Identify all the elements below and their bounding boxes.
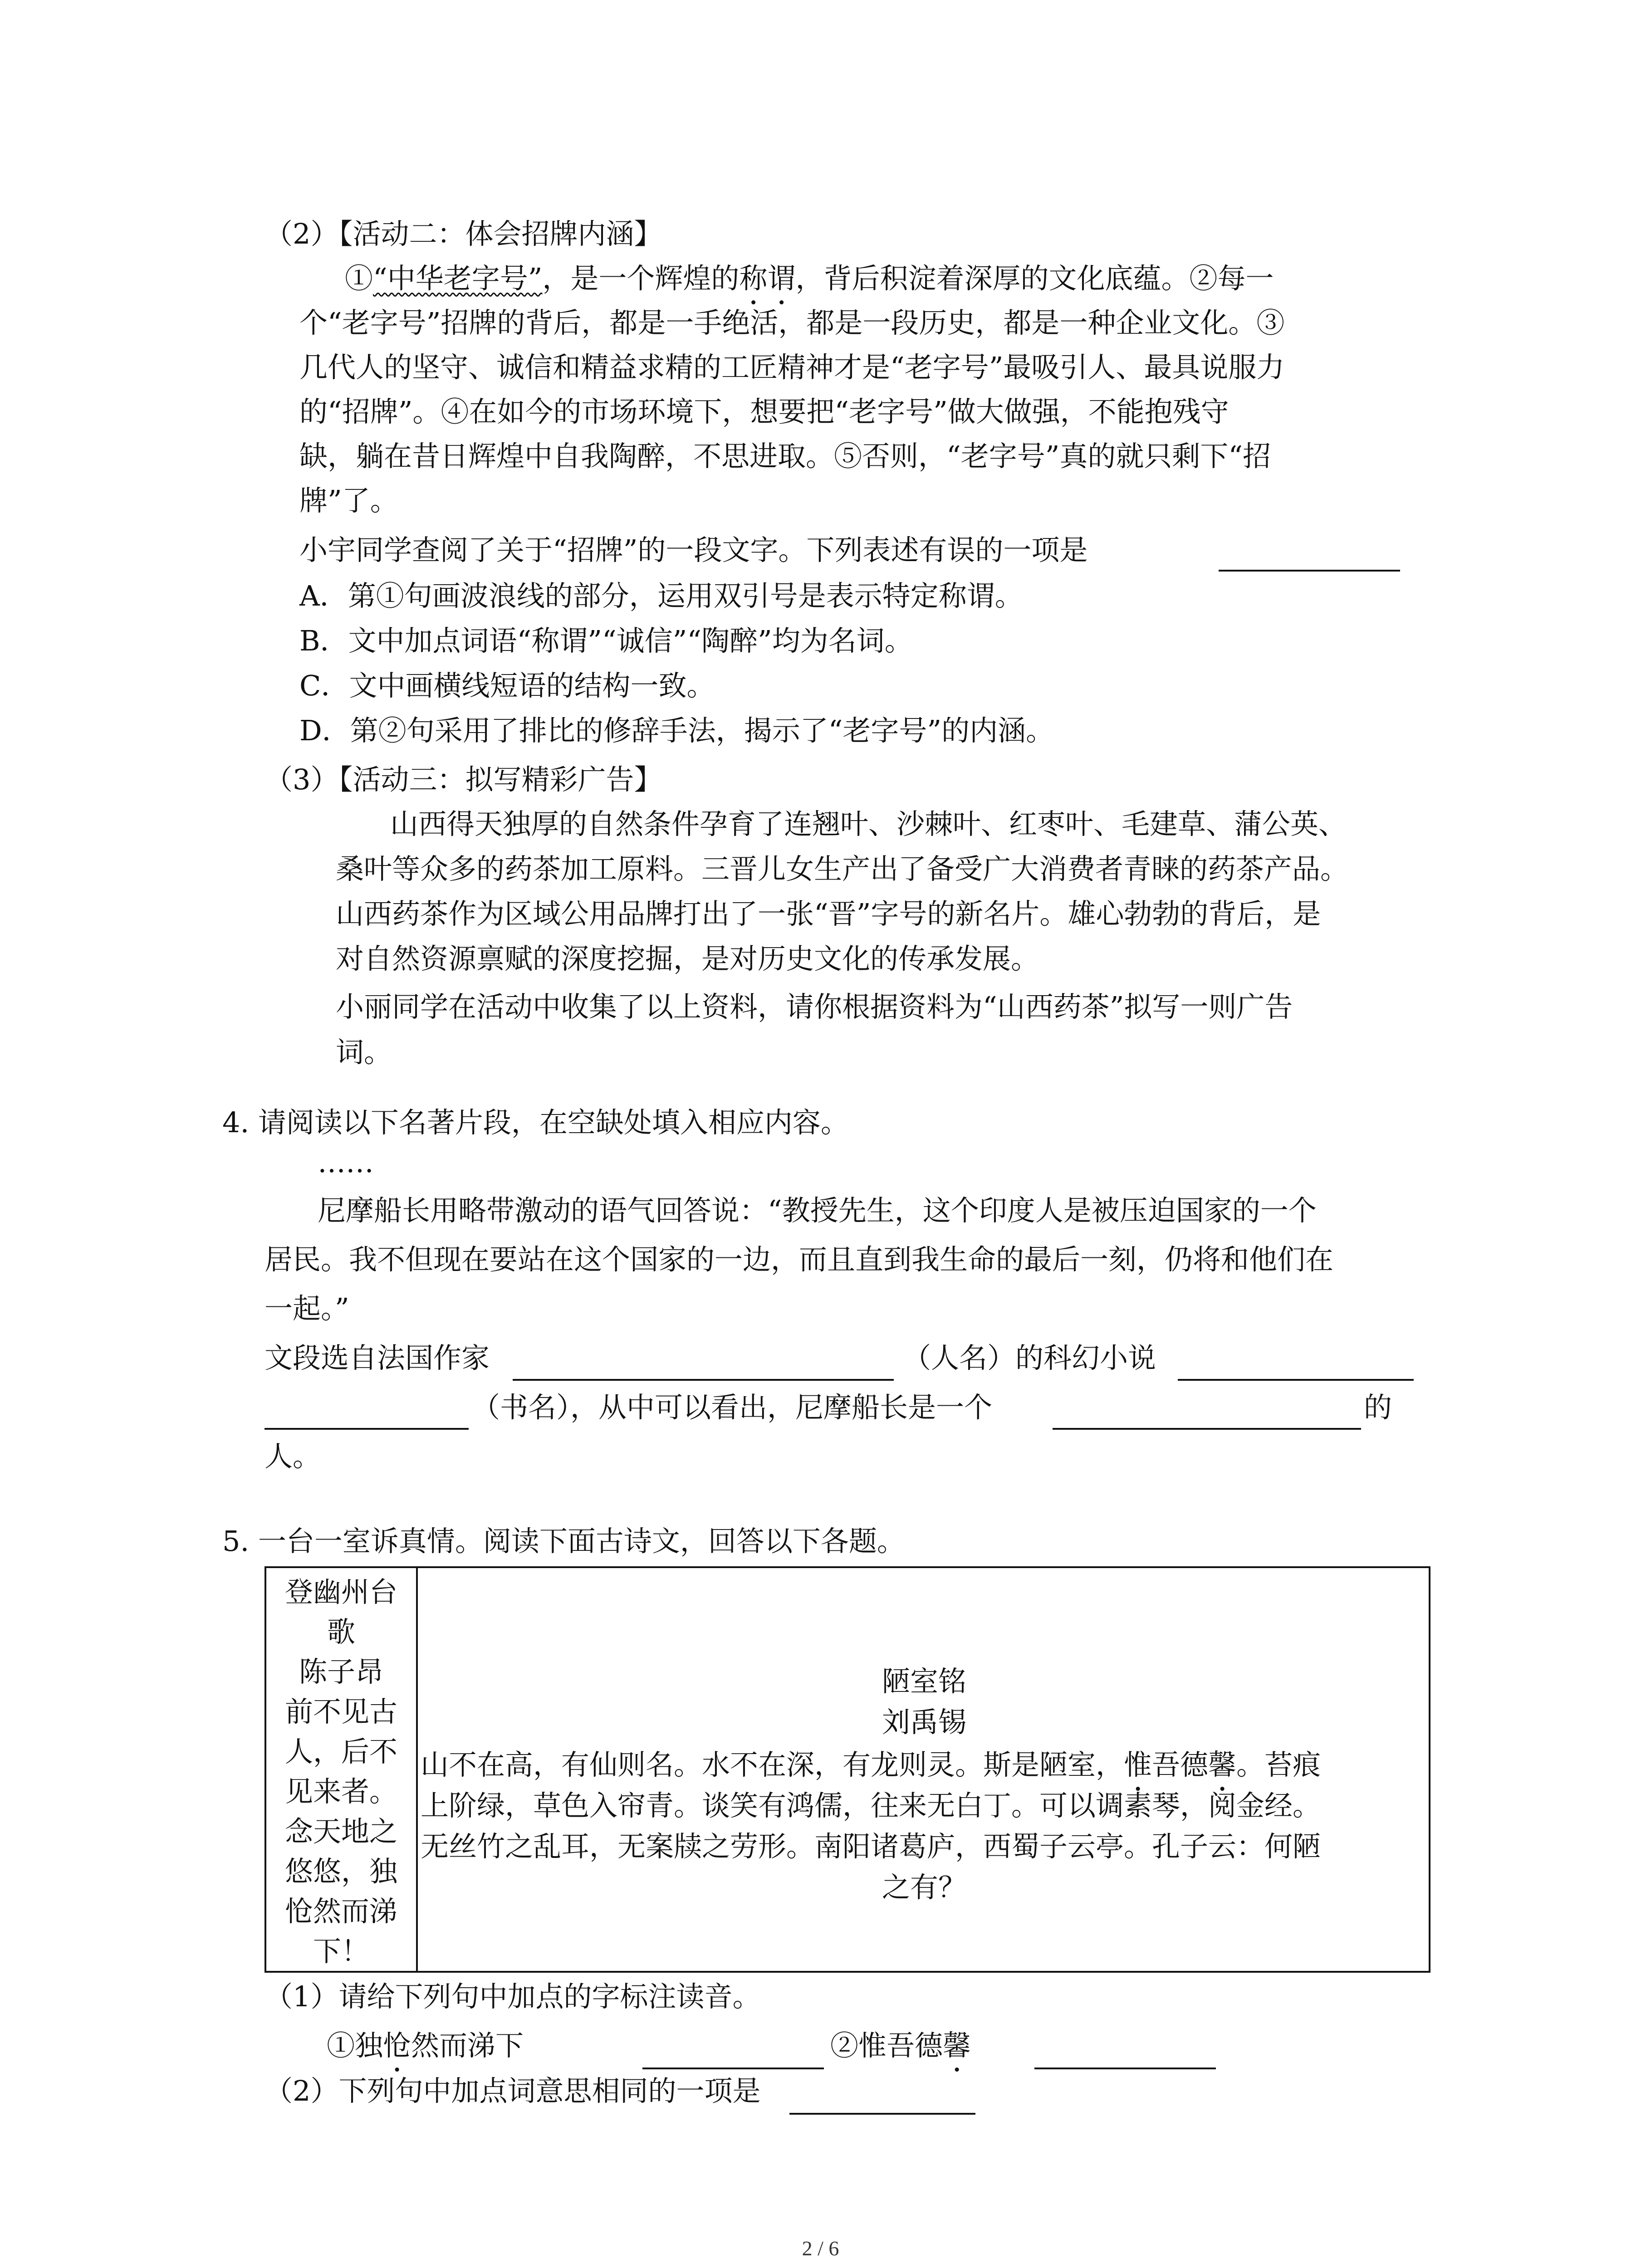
right-poem-line-2: 上阶绿，草色入帘青。谈笑有鸿儒，往来无白丁。可以调素琴，阅金经。 (421, 1789, 1321, 1822)
activity-3-task-line-2: 词。 (336, 1036, 392, 1069)
poem-table (265, 1566, 1430, 1973)
table-divider (416, 1568, 418, 1971)
activity-3-passage-line-4: 对自然资源禀赋的深度挖掘，是对历史文化的传承发展。 (336, 942, 1039, 975)
question-4-title: 4. 请阅读以下名著片段，在空缺处填入相应内容。 (222, 1106, 849, 1139)
right-poem-line-3: 无丝竹之乱耳，无案牍之劳形。南阳诸葛庐，西蜀子云亭。孔子云：何陋 (421, 1830, 1321, 1863)
right-poem-author: 刘禹锡 (882, 1706, 966, 1739)
activity-3-title: （3）【活动三：拟写精彩广告】 (265, 763, 662, 796)
left-poem-line: 人，后不 (284, 1735, 397, 1768)
right-poem-line-1: 山不在高，有仙则名。水不在深，有龙则灵。斯是陋室，惟吾德馨。苔痕 (421, 1748, 1321, 1781)
answer-blank-sub-question-2[interactable] (789, 2111, 975, 2115)
activity-2-passage-line-5: 缺，躺在昔日辉煌中自我陶醉，不思进取。⑤否则，“老字号”真的就只剩下“招 (299, 440, 1271, 473)
novel-title-blank-part-2[interactable] (265, 1426, 469, 1430)
question-4-fill-part-3: （书名），从中可以看出，尼摩船长是一个 (472, 1391, 993, 1424)
left-poem-line: 前不见古 (284, 1695, 397, 1728)
sub-question-1: （1）请给下列句中加点的字标注读音。 (265, 1980, 761, 2013)
option-b: B．文中加点词语“称谓”“诚信”“陶醉”均为名词。 (299, 624, 913, 657)
question-4-passage-line-3: 一起。” (265, 1292, 349, 1325)
option-c: C．文中画横线短语的结构一致。 (299, 669, 715, 702)
ellipsis: …… (318, 1146, 374, 1179)
activity-3-passage-line-1: 山西得天独厚的自然条件孕育了连翘叶、沙棘叶、红枣叶、毛建草、蒲公英、 (390, 807, 1347, 841)
question-4-passage-line-2: 居民。我不但现在要站在这个国家的一边，而且直到我生命的最后一刻，仍将和他们在 (265, 1243, 1334, 1276)
question-4-passage-line-1: 尼摩船长用略带激动的语气回答说：“教授先生，这个印度人是被压迫国家的一个 (318, 1194, 1317, 1227)
left-poem-line: 悠悠，独 (284, 1855, 397, 1888)
option-d: D．第②句采用了排比的修辞手法，揭示了“老字号”的内涵。 (299, 714, 1054, 747)
activity-2-passage-line-3: 几代人的坚守、诚信和精益求精的工匠精神才是“老字号”最吸引人、最具说服力 (299, 351, 1285, 384)
sub-question-2: （2）下列句中加点词意思相同的一项是 (265, 2074, 761, 2107)
left-poem-line: 歌 (327, 1615, 355, 1648)
question-4-fill-part-2: （人名）的科幻小说 (903, 1341, 1156, 1374)
activity-2-passage-line-4: 的“招牌”。④在如今的市场环境下，想要把“老字号”做大做强，不能抱残守 (299, 395, 1229, 428)
right-poem-line-4: 之有？ (882, 1871, 966, 1904)
question-4-fill-part-5: 人。 (265, 1440, 321, 1473)
left-poem-line: 陈子昂 (299, 1655, 383, 1688)
activity-3-passage-line-3: 山西药茶作为区域公用品牌打出了一张“晋”字号的新名片。雄心勃勃的背后，是 (336, 897, 1321, 930)
activity-2-passage-line-2: 个“老字号”招牌的背后，都是一手绝活，都是一段历史，都是一种企业文化。③ (299, 306, 1285, 339)
sub-question-1-item-1: ①独怆然而涕下 (327, 2029, 524, 2062)
left-poem-line: 念天地之 (284, 1815, 397, 1848)
left-poem-line: 下！ (313, 1935, 369, 1968)
activity-3-task-line-1: 小丽同学在活动中收集了以上资料，请你根据资料为“山西药茶”拟写一则广告 (336, 990, 1293, 1023)
page-number: 2 / 6 (802, 2237, 839, 2260)
question-5-title: 5. 一台一室诉真情。阅读下面古诗文，回答以下各题。 (222, 1525, 905, 1558)
sub-question-1-item-2: ②惟吾德馨 (830, 2029, 971, 2062)
left-poem-line: 见来者。 (284, 1775, 397, 1808)
activity-3-passage-line-2: 桑叶等众多的药茶加工原料。三晋儿女生产出了备受广大消费者青睐的药茶产品。 (336, 852, 1349, 885)
author-name-blank[interactable] (513, 1377, 894, 1381)
novel-title-blank-part-1[interactable] (1178, 1377, 1414, 1381)
right-poem-title: 陋室铭 (882, 1665, 966, 1698)
activity-2-passage-line-6: 牌”了。 (299, 484, 398, 517)
question-4-fill-part-1: 文段选自法国作家 (265, 1341, 490, 1374)
activity-2-question: 小宇同学查阅了关于“招牌”的一段文字。下列表述有误的一项是 (299, 533, 1088, 567)
option-a: A．第①句画波浪线的部分，运用双引号是表示特定称谓。 (299, 579, 1023, 612)
activity-2-passage-line-1: ①“中华老字号”，是一个辉煌的称谓，背后积淀着深厚的文化底蕴。②每一 (345, 262, 1274, 295)
activity-2-title: （2）【活动二：体会招牌内涵】 (265, 217, 662, 250)
answer-blank-activity-2[interactable] (1219, 568, 1400, 572)
poem-left-cell (266, 1568, 416, 1971)
character-trait-blank[interactable] (1053, 1426, 1361, 1430)
left-poem-line: 怆然而涕 (284, 1895, 397, 1928)
left-poem-line: 登幽州台 (284, 1575, 397, 1608)
pinyin-blank-2[interactable] (1034, 2066, 1216, 2069)
question-4-fill-part-4: 的 (1364, 1391, 1392, 1424)
